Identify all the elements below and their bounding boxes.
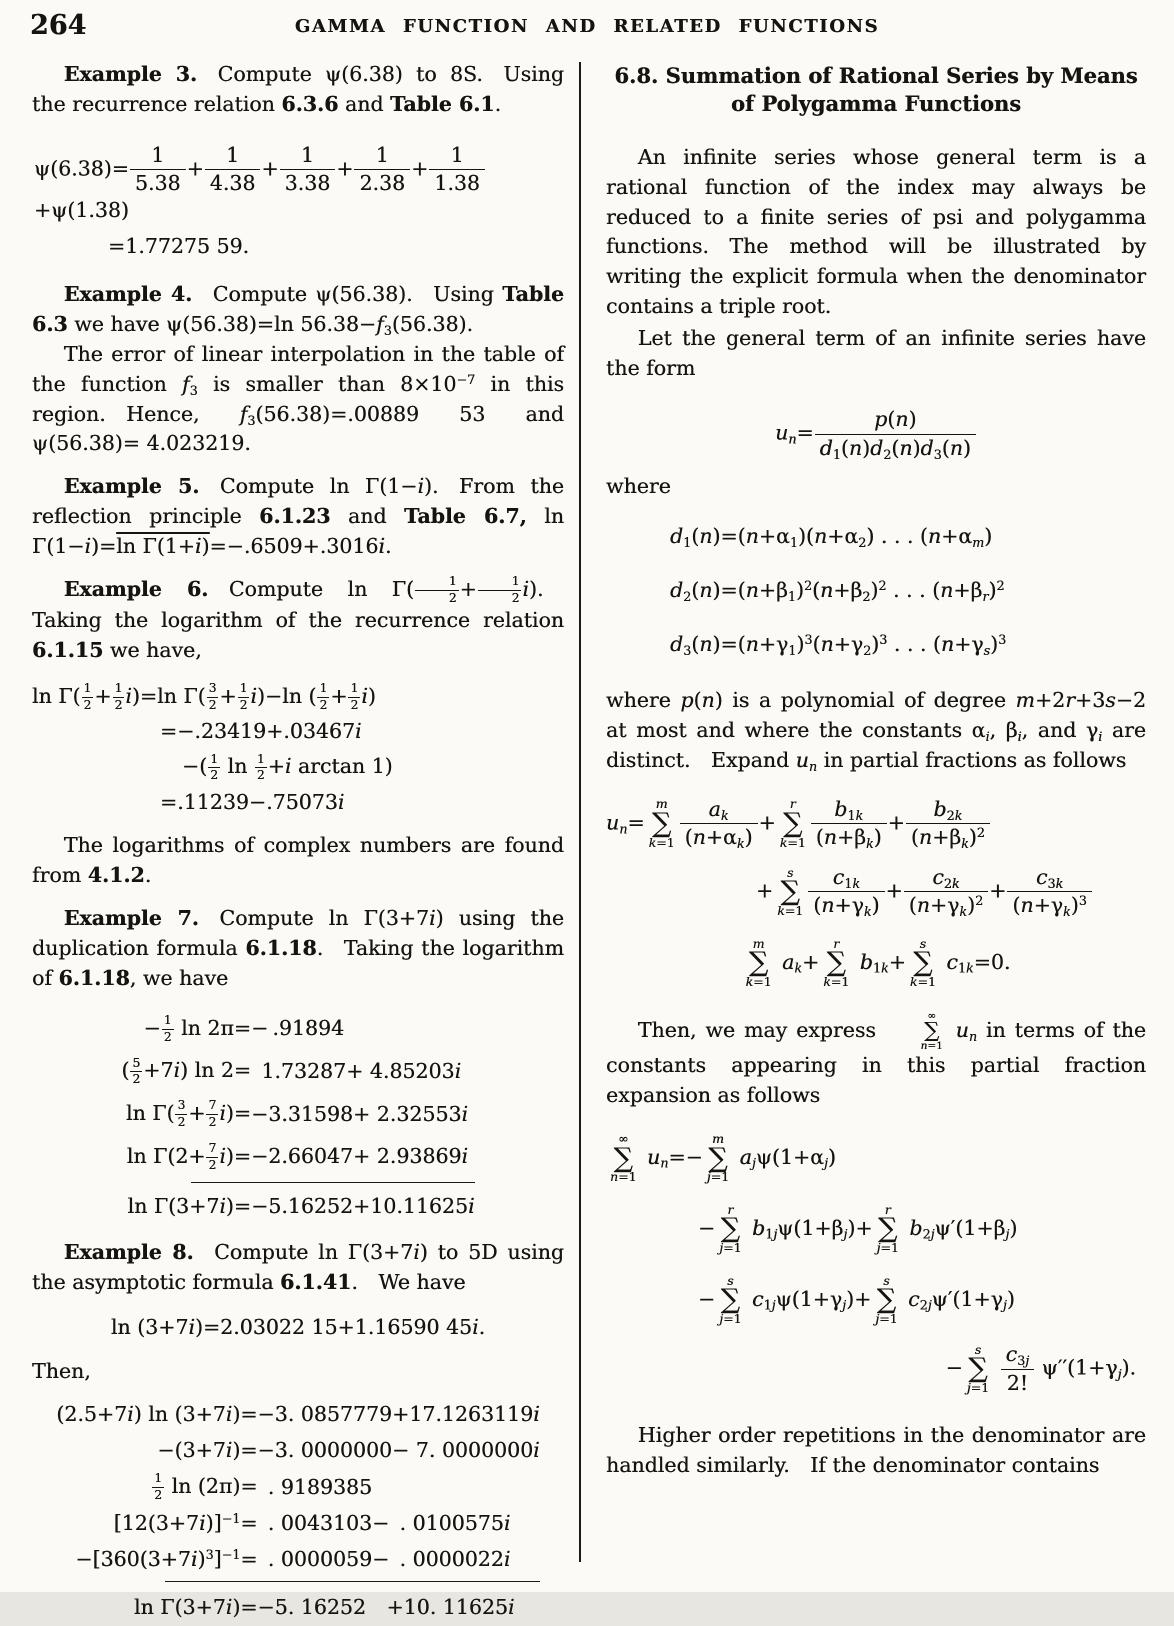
equation-row (121, 1136, 474, 1179)
section-heading: 6.8. Summation of Rational Series by Means of Polygamma Functions (614, 63, 1138, 117)
example4-note-paragraph: The error of linear interpolation in the table of the function $f_3$ is smaller than $8\times 10^{-7}$ in this region. Hence, $f_3(56.38)=.00889$ 53 and ψ(56.38)= 4.023219. (32, 341, 564, 456)
equation-rhs: . 0043103− . 0100575i (257, 1510, 511, 1535)
equation-rhs: 1.73287+ 4.85203i (251, 1058, 462, 1083)
equation-rhs: −3. 0000000− 7. 0000000i (257, 1438, 540, 1463)
equation-total-row (56, 1585, 539, 1626)
formula-expansion-line-2: + s ∑ k=1 $\frac{c_{1k}}{(n+\gamma_k)}$ + $\frac{c_{2k}}{(n+\gamma_k)^2}$ + $\frac{c_{3k}}{(n+\gamma_k)^3}$ (756, 866, 1146, 918)
where-label: where (606, 474, 671, 499)
page-number: 264 (30, 10, 87, 41)
formula-d1: $d_1(n)=(n+\alpha_1)(n+\alpha_2)$ . . . $(n+\alpha_m)$ (670, 524, 993, 550)
formula-constraint: m ∑ k=1 $a_k+$ r ∑ k=1 $b_{1k}+$ s ∑ k=1 $c_{1k}=0$. (745, 935, 1011, 990)
equation-lhs: ln Γ( $\frac{3}{2}$ + $\frac{7}{2}$ i)= (125, 1098, 252, 1130)
example3-paragraph: Example 3. Compute ψ(6.38) to 8S. Using the recurrence relation 6.3.6 and Table 6.1. (32, 62, 564, 116)
polynomial-degree-paragraph: where p(n) is a polynomial of degree m+2r+3s−2 at most and where the constants $\alpha_i$, $\beta_i$, and $\gamma_i$ are distinct. Expand $u_n$ in partial fractions as follows (606, 687, 1147, 774)
column-divider (579, 62, 581, 1562)
formula-sum-line-4: − s ∑ j=1 $\frac{c_{3j}}{2!}$ $\psi''(1+\gamma_j)$. (945, 1341, 1136, 1396)
formula-d3: $d_3(n)=(n+\gamma_1)^3(n+\gamma_2)^3$ . . . $(n+\gamma_s)^3$ (670, 631, 1007, 658)
example4-paragraph: Example 4. Compute ψ(56.38). Using Table 6.3 we have ψ(56.38)=ln $56.38-f_3(56.38)$. (32, 281, 564, 338)
right-column (606, 60, 1146, 1481)
equation-lhs: ln Γ(3+7i)= (133, 1594, 258, 1619)
example6-derivation (32, 682, 564, 818)
equation-rhs: − .91894 (251, 1016, 345, 1041)
equation-lhs: ( $\frac{5}{2}$ +7i) ln 2= (121, 1055, 252, 1087)
equation-row (56, 1506, 539, 1542)
example8-ln-formula: ln (3+7i)=2.03022 15+1.16590 45i. (110, 1314, 486, 1339)
equation-lhs: $[12(3+7i)]^{-1}=$ (113, 1510, 258, 1535)
equation-row (56, 1542, 539, 1578)
example3-formula: ψ(6.38)= $\frac{1}{5.38}$ + $\frac{1}{4.38}$ + $\frac{1}{3.38}$ + $\frac{1}{2.38}$ + $\frac{1}{1.38}$ +ψ(1.38) (34, 144, 564, 226)
example8-equation-table (56, 1397, 539, 1625)
equation-lhs: ln Γ(2+ $\frac{7}{2}$ i)= (126, 1141, 252, 1172)
example5-paragraph: Example 5. Compute ln Γ(1−i). From the reflection principle 6.1.23 and Table 6.7, ln Γ(1−i)=ln Γ(1+i)=−.6509+.3016i. (32, 474, 565, 559)
equation-row (56, 1433, 539, 1469)
equation-rhs: . 0000059− . 0000022i (257, 1546, 511, 1571)
equation-lhs: ln Γ(3+7i)= (127, 1193, 252, 1218)
equation-row (56, 1397, 539, 1433)
equation-rhs: −3.31598+ 2.32553i (251, 1101, 469, 1126)
sum-rule (121, 1179, 474, 1186)
equation-rhs: . 9189385 (257, 1474, 373, 1499)
formula-sum-line-2: − r ∑ j=1 $b_{1j}\psi(1+\beta_j)+$ r ∑ j=1 $b_{2j}\psi'(1+\beta_j)$ (698, 1201, 1018, 1256)
equation-lhs: $-[360(3+7i)^3]^{-1}=$ (75, 1546, 258, 1571)
general-term-paragraph: Let the general term of an infinite series have the form (606, 326, 1146, 381)
example6-line-4: =.11239−.75073i (160, 790, 345, 815)
equation-rhs: −2.66047+ 2.93869i (251, 1144, 469, 1169)
equation-row (121, 1008, 474, 1051)
formula-sum-line-3: − s ∑ j=1 $c_{1j}\psi(1+\gamma_j)+$ s ∑ j=1 $c_{2j}\psi'(1+\gamma_j)$ (698, 1272, 1015, 1326)
equation-rhs: −5. 16252 +10. 11625i (257, 1594, 515, 1619)
example6-line-3: −( $\frac{1}{2}$ ln $\frac{1}{2}$ +i arctan 1) (182, 751, 393, 783)
example6-paragraph: Example 6. Compute ln Γ( $\frac{1}{2}$ + $\frac{1}{2}$ i). Taking the logarithm of the recurrence relation 6.1.15 we have, (32, 574, 564, 662)
equation-row (121, 1093, 474, 1136)
left-column (32, 60, 564, 1626)
example6-line-2: =−.23419+.03467i (160, 719, 362, 744)
equation-rhs: −3. 0857779+17.1263119i (257, 1402, 540, 1427)
closing-paragraph: Higher order repetitions in the denominator are handled similarly. If the denominator contains (606, 1423, 1146, 1478)
equation-rhs: −5.16252+10.11625i (251, 1193, 475, 1218)
equation-row (56, 1469, 539, 1506)
formula-d2: $d_2(n)=(n+\beta_1)^2(n+\beta_2)^2$ . . . $(n+\beta_r)^2$ (670, 578, 1005, 604)
equation-total-row (121, 1186, 474, 1228)
example7-equation-table (121, 1008, 474, 1228)
equation-lhs: $\frac{1}{2}$ ln (2π)= (154, 1471, 258, 1503)
sum-rule (56, 1578, 539, 1585)
equation-lhs: −(3+7i)= (157, 1438, 258, 1463)
logarithms-paragraph: The logarithms of complex numbers are found from 4.1.2. (32, 833, 564, 888)
example8-paragraph: Example 8. Compute ln Γ(3+7i) to 5D using the asymptotic formula 6.1.41. We have (32, 1239, 564, 1294)
section-intro-paragraph: An infinite series whose general term is a rational function of the index may always be reduced to a finite series of psi and polygamma functions. The method will be illustrated by writing the explicit formula when the denominator contains a triple root. (606, 144, 1146, 319)
example3-result: =1.77275 59. (108, 233, 250, 258)
example7-paragraph: Example 7. Compute ln Γ(3+7i) using the duplication formula 6.1.18. Taking the logarithm of 6.1.18, we have (32, 905, 564, 990)
equation-lhs: − $\frac{1}{2}$ ln 2π= (143, 1012, 252, 1044)
formula-un-definition: $u_n=$ $\frac{p(n)}{d_1(n)d_2(n)d_3(n)}$ (606, 408, 1146, 460)
then-express-paragraph: Then, we may express ∞ ∑ n=1 $u_n$ in terms of the constants appearing in this partial fraction expansion as follows (606, 1009, 1146, 1108)
then-label: Then, (32, 1359, 91, 1384)
formula-expansion-line-1: $u_n=$ m ∑ k=1 $\frac{a_k}{(n+\alpha_k)}$ + r ∑ k=1 $\frac{b_{1k}}{(n+\beta_k)}$ + $\frac{b_{2k}}{(n+\beta_k)^2}$ (606, 798, 1146, 850)
formula-sum-line-1: ∞ ∑ n=1 $u_n=-$ m ∑ j=1 $a_j\psi(1+\alpha_j)$ (610, 1131, 836, 1185)
equation-row (121, 1050, 474, 1093)
equation-lhs: (2.5+7i) ln (3+7i)= (56, 1402, 258, 1427)
example6-line-1: ln Γ( $\frac{1}{2}$ + $\frac{1}{2}$ i)=ln Γ( $\frac{3}{2}$ + $\frac{1}{2}$ i)−ln ( $\frac{1}{2}$ + $\frac{1}{2}$ i) (32, 680, 376, 712)
running-head: GAMMA FUNCTION AND RELATED FUNCTIONS (294, 16, 880, 37)
